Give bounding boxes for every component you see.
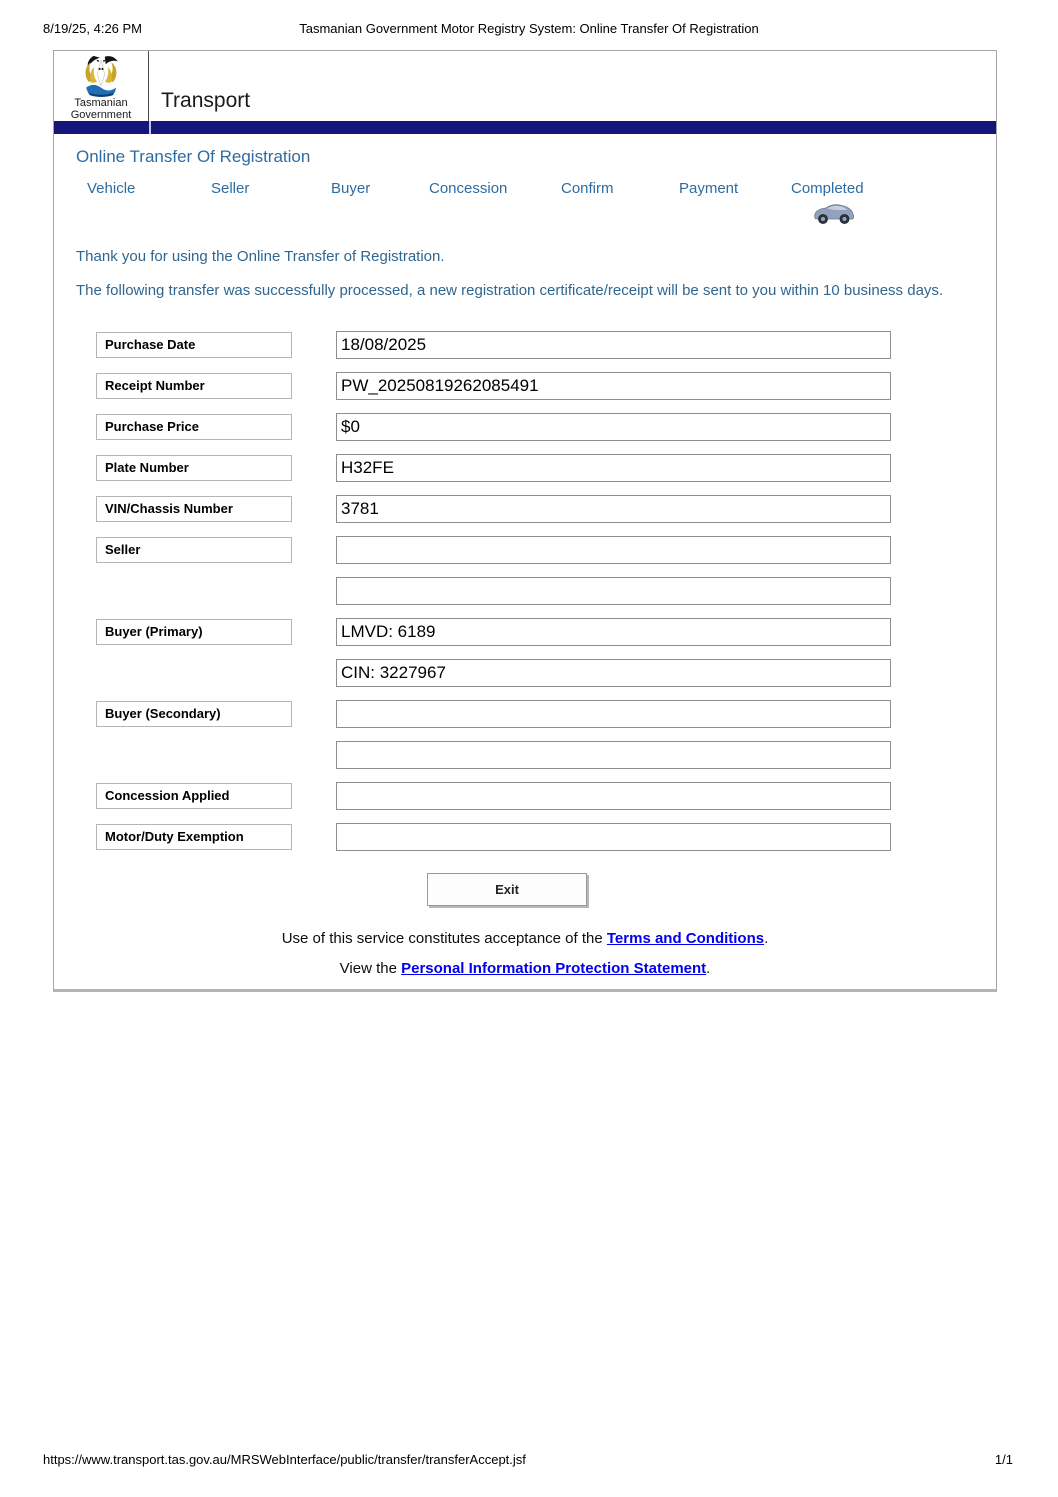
receipt-number-field[interactable]: PW_20250819262085491 <box>336 372 891 400</box>
print-header <box>43 21 1015 39</box>
navy-divider-bar <box>54 121 996 134</box>
tasmanian-government-crest-icon <box>72 54 130 97</box>
form-row-vin-chassis <box>96 495 974 523</box>
buyer-secondary-field-1[interactable] <box>336 700 891 728</box>
print-page-indicator: 1/1 <box>994 1452 1013 1467</box>
page-title: Online Transfer Of Registration <box>76 147 311 166</box>
step-vehicle: Vehicle <box>87 180 136 197</box>
main-content <box>54 134 996 977</box>
buyer-secondary-label-spacer <box>96 742 292 768</box>
terms-line <box>76 930 974 947</box>
purchase-price-label: Purchase Price <box>96 414 292 440</box>
tasmanian-government-logo <box>54 51 149 121</box>
navy-bar-divider <box>149 121 151 134</box>
motor-duty-exemption-label: Motor/Duty Exemption <box>96 824 292 850</box>
logo-caption-line1: Tasmanian <box>74 97 128 109</box>
thank-you-message: Thank you for using the Online Transfer of Registration. <box>76 248 445 265</box>
print-document-title: Tasmanian Government Motor Registry System: Online Transfer Of Registration <box>299 21 759 36</box>
vin-chassis-label: VIN/Chassis Number <box>96 496 292 522</box>
seller-field-1[interactable] <box>336 536 891 564</box>
privacy-prefix-text: View the <box>339 960 402 977</box>
seller-label: Seller <box>96 537 292 563</box>
concession-applied-label: Concession Applied <box>96 783 292 809</box>
form-row-buyer-secondary-2 <box>96 741 974 769</box>
form-row-seller-2 <box>96 577 974 605</box>
transfer-summary-form <box>76 331 974 851</box>
form-row-motor-duty-exemption <box>96 823 974 851</box>
form-row-receipt-number <box>96 372 974 400</box>
motor-duty-exemption-field[interactable] <box>336 823 891 851</box>
buyer-primary-label-spacer <box>96 660 292 686</box>
purchase-date-field[interactable]: 18/08/2025 <box>336 331 891 359</box>
plate-number-field[interactable]: H32FE <box>336 454 891 482</box>
processed-message: The following transfer was successfully processed, a new registration certificate/receipt will be sent to you within 10 business days. <box>76 282 944 299</box>
page-container <box>53 50 997 992</box>
buyer-primary-lmvd-field[interactable]: LMVD: 6189 <box>336 618 891 646</box>
car-icon <box>811 202 857 226</box>
buyer-primary-cin-field[interactable]: CIN: 3227967 <box>336 659 891 687</box>
form-row-buyer-secondary <box>96 700 974 728</box>
step-seller: Seller <box>211 180 250 197</box>
brand-header <box>54 51 996 121</box>
plate-number-label: Plate Number <box>96 455 292 481</box>
form-row-concession-applied <box>96 782 974 810</box>
form-row-seller <box>96 536 974 564</box>
print-datetime: 8/19/25, 4:26 PM <box>43 21 143 36</box>
seller-label-spacer <box>96 578 292 604</box>
exit-button[interactable]: Exit <box>427 873 587 906</box>
step-confirm: Confirm <box>561 180 614 197</box>
buyer-secondary-field-2[interactable] <box>336 741 891 769</box>
vin-chassis-field[interactable]: 3781 <box>336 495 891 523</box>
step-payment: Payment <box>679 180 739 197</box>
form-row-buyer-primary-2 <box>96 659 974 687</box>
purchase-date-label: Purchase Date <box>96 332 292 358</box>
form-row-purchase-price <box>96 413 974 441</box>
step-concession: Concession <box>429 180 508 197</box>
concession-applied-field[interactable] <box>336 782 891 810</box>
form-row-purchase-date <box>96 331 974 359</box>
receipt-number-label: Receipt Number <box>96 373 292 399</box>
form-row-buyer-primary <box>96 618 974 646</box>
form-row-plate-number <box>96 454 974 482</box>
progress-steps <box>76 180 974 242</box>
print-source-url: https://www.transport.tas.gov.au/MRSWebInterface/public/transfer/transferAccept.jsf <box>43 1452 526 1467</box>
terms-suffix-text: . <box>764 930 769 947</box>
privacy-line <box>76 960 974 977</box>
logo-caption <box>71 97 132 121</box>
terms-prefix-text: Use of this service constitutes acceptance of the <box>281 930 607 947</box>
step-completed: Completed <box>791 180 864 197</box>
site-title: Transport <box>161 89 251 112</box>
personal-information-protection-link[interactable]: Personal Information Protection Statement <box>401 960 707 977</box>
logo-caption-line2: Government <box>70 109 132 121</box>
step-buyer: Buyer <box>331 180 371 197</box>
buyer-secondary-label: Buyer (Secondary) <box>96 701 292 727</box>
purchase-price-field[interactable]: $0 <box>336 413 891 441</box>
seller-field-2[interactable] <box>336 577 891 605</box>
terms-and-conditions-link[interactable]: Terms and Conditions <box>606 930 765 947</box>
exit-button-row <box>76 873 974 906</box>
privacy-suffix-text: . <box>706 960 711 977</box>
buyer-primary-label: Buyer (Primary) <box>96 619 292 645</box>
